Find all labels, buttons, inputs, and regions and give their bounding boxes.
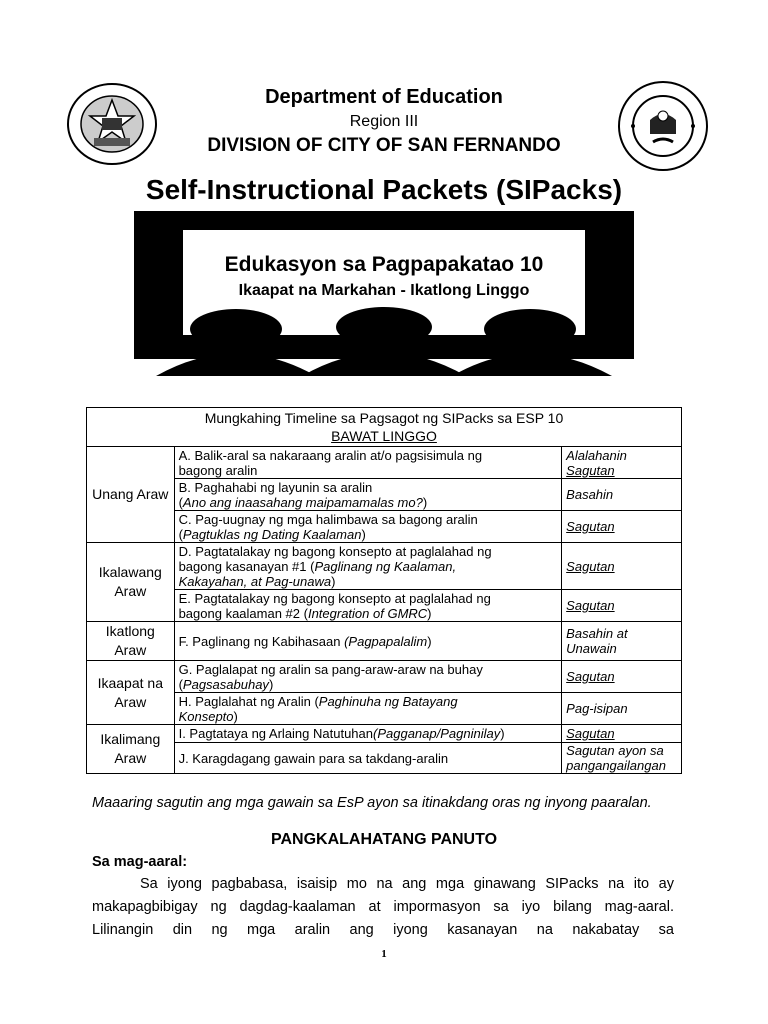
activity-text: C. Pag-uugnay ng mga halimbawa sa bagong aralin xyxy=(178,511,478,527)
division-title: DIVISION OF CITY OF SAN FERNANDO xyxy=(207,135,561,156)
activity-text: bagong kaalaman #2 ( xyxy=(178,605,308,621)
timeline-table xyxy=(86,407,682,774)
activity-text: bagong kasanayan #1 ( xyxy=(178,558,315,574)
activity-text-italic: Integration of GMRC xyxy=(307,605,428,621)
timeline-subtitle: BAWAT LINGGO xyxy=(331,428,437,444)
activity-note: Pag-isipan xyxy=(566,701,628,716)
paragraph-line: Lilinangin din ng mga aralin ang iyong kasanayan na nakabatay sa xyxy=(92,922,674,938)
activity-note: pangangailangan xyxy=(566,758,666,773)
activity-note: Sagutan xyxy=(566,519,615,534)
table-row: E. Pagtatalakay ng bagong konsepto at paglalahad ng bagong kaalaman #2 (Integration of GMRC) Sagutan xyxy=(87,590,682,622)
activity-text-italic: Konsepto xyxy=(178,708,234,724)
activity-text: bagong aralin xyxy=(178,462,258,478)
activity-text-italic: Paghinuha ng Batayang xyxy=(318,693,458,709)
day-label: Ikalimang Araw xyxy=(87,725,175,774)
activity-text: A. Balik-aral sa nakaraang aralin at/o pagsisimula ng xyxy=(178,447,483,463)
activity-text-italic: Pagsasabuhay xyxy=(182,676,269,692)
table-row: Ikalawang Araw D. Pagtatalakay ng bagong konsepto at paglalahad ng bagong kasanayan #1 (Paglinang ng Kaalaman, Kakayahan, at Pag-unawa) Sagutan xyxy=(87,543,682,590)
activity-text-italic: (Pagpapalalim xyxy=(344,633,428,649)
activity-text: B. Paghahabi ng layunin sa aralin xyxy=(178,479,373,495)
table-row: B. Paghahabi ng layunin sa aralin (Ano ang inaasahang maipamamalas mo?) Basahin xyxy=(87,479,682,511)
activity-text-italic: Ano ang inaasahang maipamamalas mo? xyxy=(182,494,423,510)
paragraph-line: Sa iyong pagbabasa, isaisip mo na ang mga ginawang SIPacks na ito ay xyxy=(140,876,674,892)
audience-label: Sa mag-aaral: xyxy=(92,854,188,870)
activity-note: Sagutan xyxy=(566,669,615,684)
table-row: C. Pag-uugnay ng mga halimbawa sa bagong aralin (Pagtuklas ng Dating Kaalaman) Sagutan xyxy=(87,511,682,543)
table-row: Ikalimang Araw I. Pagtataya ng Arlaing Natutuhan(Pagganap/Pagninilay) Sagutan xyxy=(87,725,682,743)
activity-text: J. Karagdagang gawain para sa takdang-aralin xyxy=(178,750,449,766)
activity-note: Basahin at xyxy=(566,626,628,641)
activity-text-italic: (Pagganap/Pagninilay xyxy=(373,726,501,741)
table-row: Ikatlong Araw F. Paglinang ng Kabihasaan (Pagpapalalim) Basahin at Unawain xyxy=(87,622,682,661)
page-number: 1 xyxy=(381,948,387,960)
banner-quarter: Ikaapat na Markahan - Ikatlong Linggo xyxy=(238,282,530,299)
activity-text: D. Pagtatalakay ng bagong konsepto at paglalahad ng xyxy=(178,543,492,559)
activity-text: G. Paglalapat ng aralin sa pang-araw-araw na buhay xyxy=(178,661,483,677)
instruction-paragraph xyxy=(92,873,674,942)
table-row: Ikaapat na Araw G. Paglalapat ng aralin sa pang-araw-araw na buhay (Pagsasabuhay) Sagutan xyxy=(87,661,682,693)
activity-text-italic: Pagtuklas ng Dating Kaalaman xyxy=(182,526,362,542)
day-label: Ikalawang Araw xyxy=(87,543,175,622)
activity-text-italic: Kakayahan, at Pag-unawa xyxy=(178,573,332,589)
department-title: Department of Education xyxy=(265,86,503,108)
activity-note: Sagutan xyxy=(566,462,615,478)
activity-note: Sagutan ayon sa xyxy=(566,743,664,758)
activity-text: H. Paglalahat ng Aralin ( xyxy=(178,693,319,709)
document-title: Self-Instructional Packets (SIPacks) xyxy=(145,174,623,205)
table-row xyxy=(87,743,682,774)
activity-note: Sagutan xyxy=(566,726,615,741)
table-row: H. Paglalahat ng Aralin (Paghinuha ng Batayang Konsepto) Pag-isipan xyxy=(87,693,682,725)
activity-note: Sagutan xyxy=(566,558,615,574)
section-title: PANGKALAHATANG PANUTO xyxy=(270,831,498,848)
activity-note: Basahin xyxy=(566,487,614,502)
day-label: Ikaapat na Araw xyxy=(87,661,175,725)
activity-text: E. Pagtatalakay ng bagong konsepto at paglalahad ng xyxy=(178,590,491,606)
activity-note: Unawain xyxy=(566,641,617,656)
activity-text-italic: Paglinang ng Kaalaman, xyxy=(314,558,457,574)
table-row xyxy=(87,447,682,479)
timeline-title: Mungkahing Timeline sa Pagsagot ng SIPacks sa ESP 10 xyxy=(204,410,564,426)
activity-note: Alalahanin xyxy=(566,447,627,463)
activity-text: I. Pagtataya ng Arlaing Natutuhan xyxy=(178,726,373,741)
banner-subject: Edukasyon sa Pagpapakatao 10 xyxy=(224,253,544,276)
timeline-header-row xyxy=(87,408,682,447)
activity-text: F. Paglinang ng Kabihasaan xyxy=(178,633,345,649)
day-label: Unang Araw xyxy=(87,447,175,543)
region-label: Region III xyxy=(349,113,419,130)
schedule-note: Maaaring sagutin ang mga gawain sa EsP ayon sa itinakdang oras ng inyong paaralan. xyxy=(92,795,652,811)
day-label: Ikatlong Araw xyxy=(87,622,175,661)
paragraph-line: makapagbibigay ng dagdag-kaalaman at impormasyon sa iyo bilang mag-aaral. xyxy=(92,899,674,915)
activity-note: Sagutan xyxy=(566,598,615,613)
